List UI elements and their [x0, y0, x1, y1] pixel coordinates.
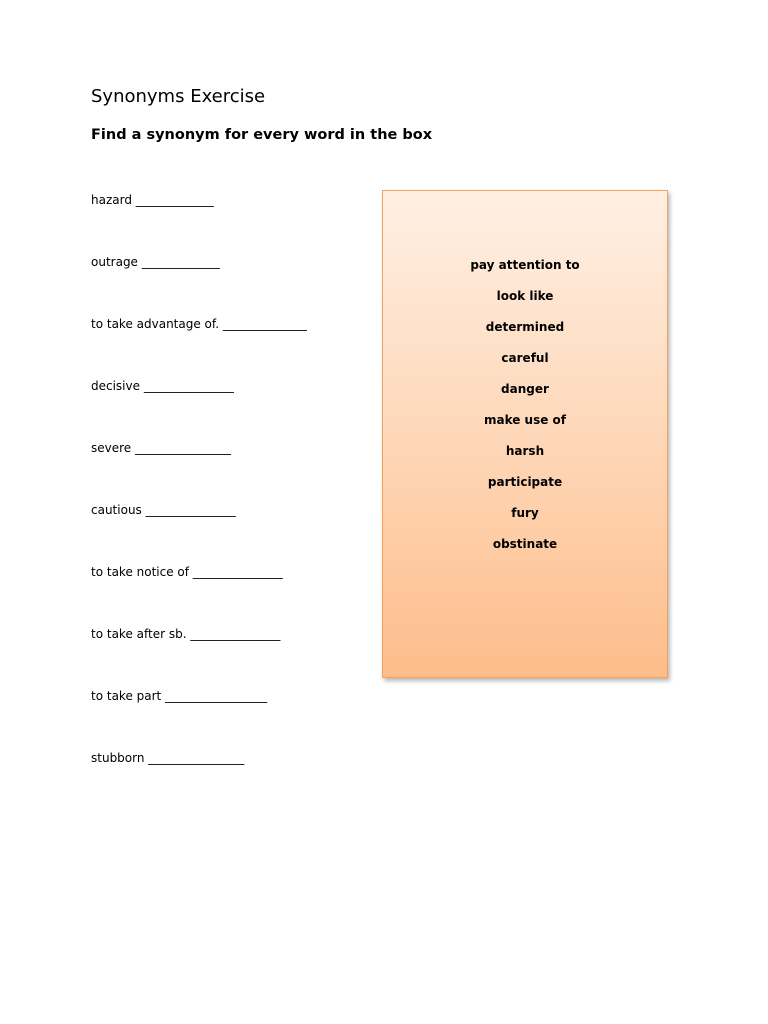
exercise-item-severe: severe ________________ [91, 441, 231, 455]
exercise-item-take-after: to take after sb. _______________ [91, 627, 281, 641]
instruction-text: Find a synonym for every word in the box [91, 127, 433, 143]
word-box-item: make use of [483, 413, 567, 427]
word-box-item: determined [485, 320, 565, 334]
exercise-item-stubborn: stubborn ________________ [91, 751, 245, 765]
page-title: Synonyms Exercise [91, 86, 266, 107]
word-box-item: fury [511, 506, 539, 520]
word-box-item: obstinate [492, 537, 558, 551]
exercise-item-take-part: to take part _________________ [91, 689, 268, 703]
word-box-item: participate [487, 475, 563, 489]
exercise-list [91, 191, 307, 811]
exercise-item-outrage: outrage _____________ [91, 255, 220, 269]
synonym-word-box [382, 190, 668, 678]
word-box-item: look like [496, 289, 554, 303]
synonym-word-list [383, 256, 667, 566]
word-box-item: danger [501, 382, 549, 396]
exercise-item-decisive: decisive _______________ [91, 379, 234, 393]
exercise-item-take-notice: to take notice of _______________ [91, 565, 283, 579]
word-box-item: careful [501, 351, 549, 365]
exercise-item-cautious: cautious _______________ [91, 503, 236, 517]
exercise-item-hazard: hazard _____________ [91, 193, 214, 207]
word-box-item: pay attention to [470, 258, 580, 272]
exercise-item-take-advantage: to take advantage of. ______________ [91, 317, 307, 331]
word-box-item: harsh [505, 444, 545, 458]
